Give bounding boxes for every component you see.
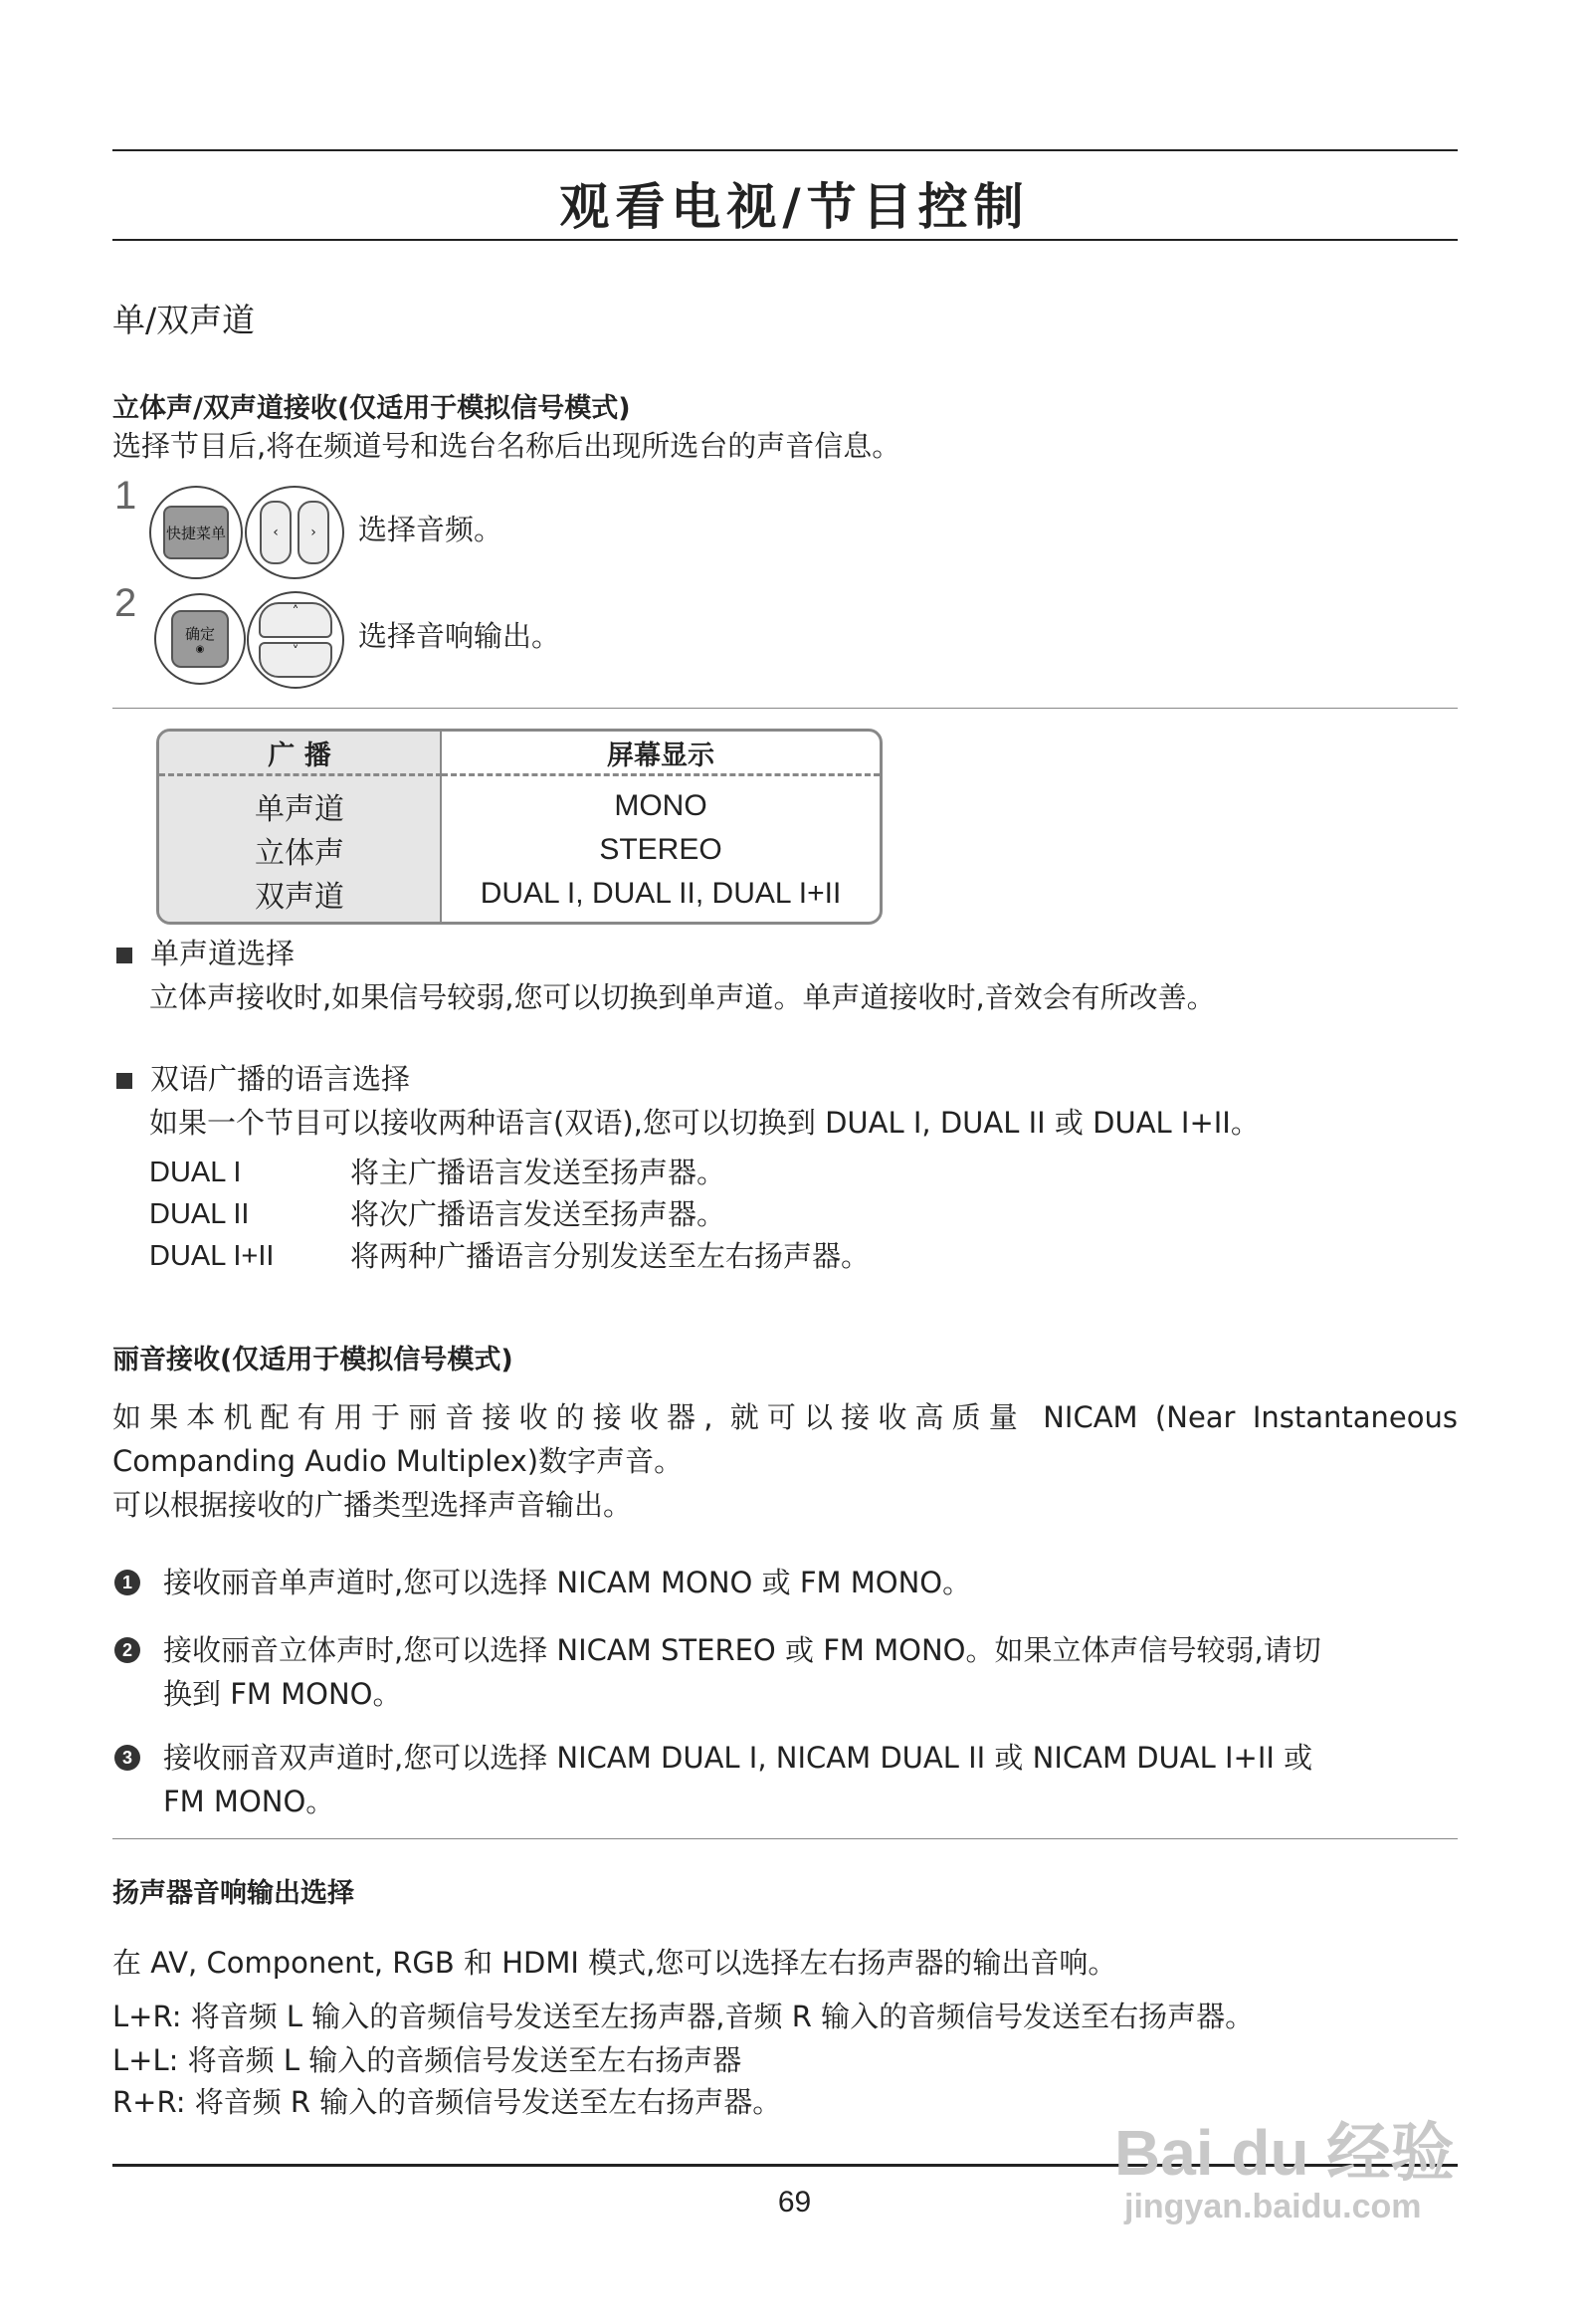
page-title: 观看电视/节目控制 — [559, 178, 1030, 236]
table-cell: 单声道 — [159, 776, 442, 828]
title-rule — [112, 239, 1458, 241]
bullet-square-icon — [116, 948, 132, 963]
mono-select-text: 立体声接收时,如果信号较弱,您可以切换到单声道。单声道接收时,音效会有所改善。 — [149, 980, 1216, 1014]
step-number: 1 — [114, 474, 137, 518]
ok-button-label: 确定 — [184, 625, 215, 643]
speaker-heading: 扬声器音响输出选择 — [112, 1878, 354, 1909]
dual-value: 将两种广播语言分别发送至左右扬声器。 — [350, 1239, 871, 1273]
table-row — [159, 872, 880, 922]
stereo-heading: 立体声/双声道接收(仅适用于模拟信号模式) — [112, 393, 631, 424]
stereo-intro: 选择节目后,将在频道号和选台名称后出现所选台的声音信息。 — [112, 429, 901, 463]
table-header: 屏幕显示 — [442, 732, 880, 776]
broadcast-display-table — [156, 729, 883, 925]
divider — [112, 708, 1458, 709]
speaker-line: L+L: 将音频 L 输入的音频信号发送至左右扬声器 — [112, 2043, 742, 2077]
nicam-paragraph: Companding Audio Multiplex)数字声音。 — [112, 1444, 684, 1478]
speaker-line: R+R: 将音频 R 输入的音频信号发送至左右扬声器。 — [112, 2085, 782, 2119]
divider — [112, 1838, 1458, 1839]
table-cell: 立体声 — [159, 828, 442, 872]
watermark-url: jingyan.baidu.com — [1124, 2188, 1422, 2225]
step-number: 2 — [114, 581, 137, 625]
dual-value: 将次广播语言发送至扬声器。 — [350, 1197, 726, 1231]
bullet-square-icon — [116, 1073, 132, 1089]
nicam-item: 接收丽音单声道时,您可以选择 NICAM MONO 或 FM MONO。 — [163, 1566, 972, 1599]
table-cell: MONO — [614, 789, 707, 822]
table-row — [159, 828, 880, 872]
nicam-item: 接收丽音双声道时,您可以选择 NICAM DUAL I, NICAM DUAL II 或 NICAM DUAL I+II 或 — [163, 1741, 1313, 1775]
speaker-line: L+R: 将音频 L 输入的音频信号发送至左扬声器,音频 R 输入的音频信号发送至右扬声器。 — [112, 2000, 1255, 2033]
number-badge: 1 — [114, 1570, 140, 1595]
number-badge: 3 — [114, 1745, 140, 1771]
dual-lang-title: 双语广播的语言选择 — [116, 1057, 410, 1101]
ok-button-icon: 确定 ◉ — [154, 593, 246, 685]
nicam-paragraph: 如果本机配有用于丽音接收的接收器, 就可以接收高质量 NICAM (Near Instantaneous — [112, 1400, 1458, 1434]
step-text: 选择音响输出。 — [358, 619, 561, 653]
top-rule — [112, 149, 1458, 151]
nicam-item: 接收丽音立体声时,您可以选择 NICAM STEREO 或 FM MONO。如果立体声信号较弱,请切 — [163, 1633, 1321, 1667]
table-header: 广 播 — [159, 732, 442, 776]
quick-menu-label: 快捷菜单 — [163, 506, 229, 559]
page-number: 69 — [777, 2186, 812, 2218]
table-cell: DUAL I, DUAL II, DUAL I+II — [480, 877, 842, 910]
section-title: 单/双声道 — [112, 301, 256, 339]
baidu-watermark-logo: Bai du 经验 — [1114, 2117, 1455, 2189]
quick-menu-button-icon — [149, 486, 243, 579]
nicam-heading: 丽音接收(仅适用于模拟信号模式) — [112, 1345, 513, 1375]
up-down-arrows-icon: ˄ ˅ — [247, 591, 344, 689]
dual-lang-text: 如果一个节目可以接收两种语言(双语),您可以切换到 DUAL I, DUAL II 或 DUAL I+II。 — [149, 1106, 1260, 1140]
number-badge: 2 — [114, 1637, 140, 1663]
nicam-item: 换到 FM MONO。 — [163, 1677, 402, 1711]
table-row — [159, 776, 880, 828]
step-text: 选择音频。 — [358, 513, 503, 546]
mono-select-title: 单声道选择 — [116, 932, 295, 975]
table-cell: STEREO — [599, 833, 722, 866]
dual-value: 将主广播语言发送至扬声器。 — [350, 1156, 726, 1189]
nicam-paragraph: 可以根据接收的广播类型选择声音输出。 — [112, 1488, 633, 1522]
nicam-item: FM MONO。 — [163, 1785, 335, 1818]
dual-key: DUAL II — [149, 1198, 250, 1230]
dual-key: DUAL I+II — [149, 1240, 275, 1272]
dual-key: DUAL I — [149, 1157, 242, 1188]
table-cell: 双声道 — [159, 872, 442, 922]
left-right-arrows-icon: ‹ › — [245, 486, 344, 579]
speaker-intro: 在 AV, Component, RGB 和 HDMI 模式,您可以选择左右扬声器的输出音响。 — [112, 1946, 1117, 1980]
